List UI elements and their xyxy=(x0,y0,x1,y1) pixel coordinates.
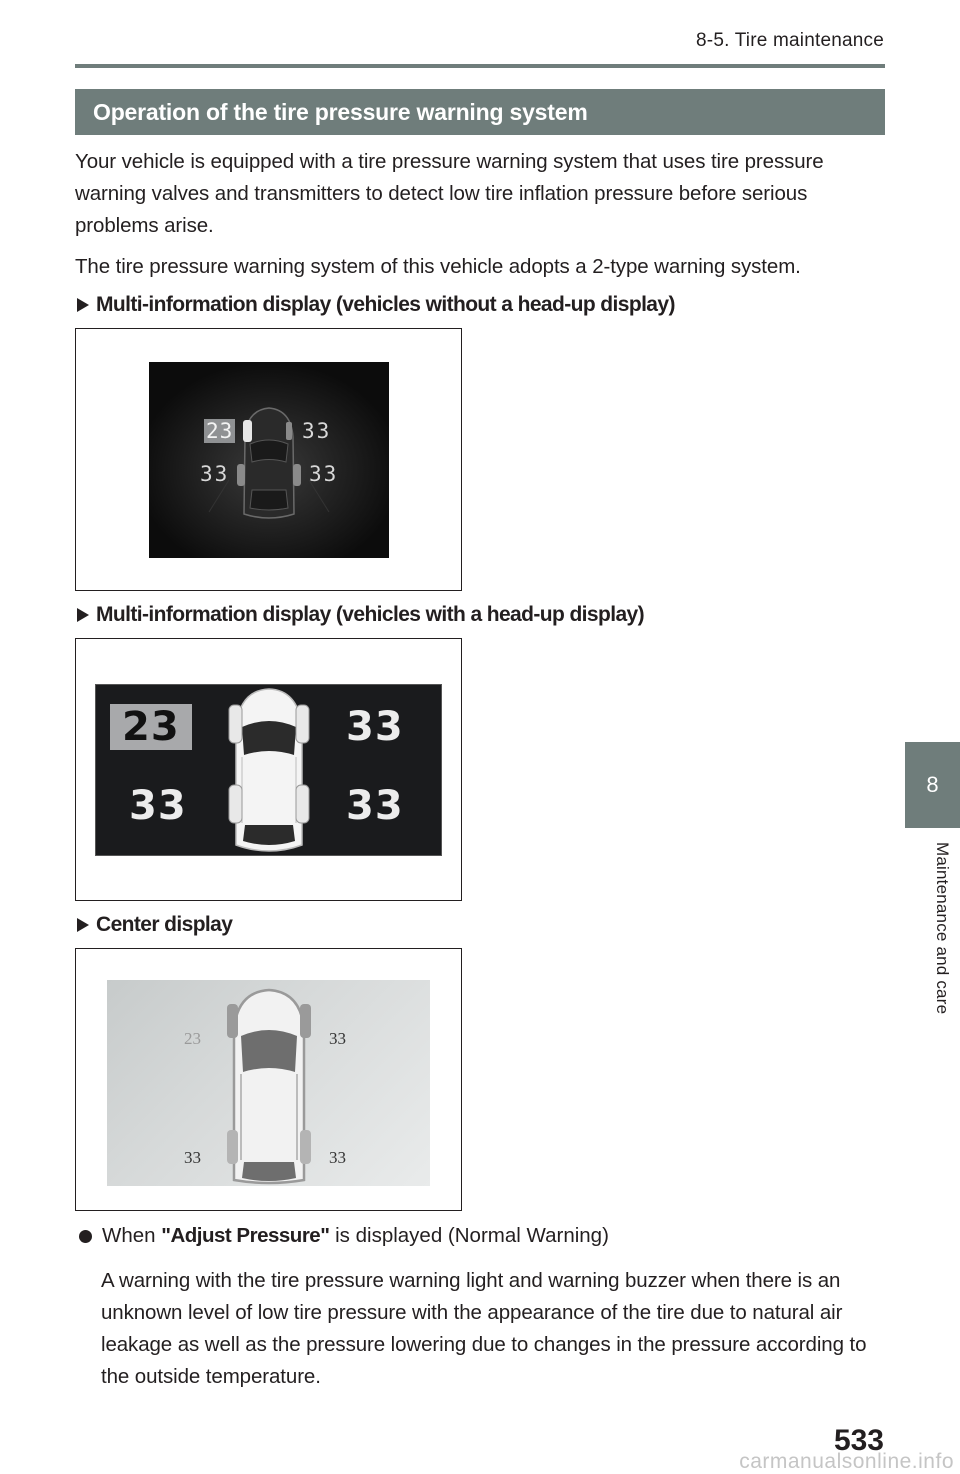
watermark: carmanualsonline.info xyxy=(739,1450,954,1473)
bullet-normal-warning xyxy=(79,1224,609,1248)
tire-front-right-value: 33 xyxy=(346,704,404,750)
intro-paragraph: Your vehicle is equipped with a tire pressure warning system that uses tire pressure warning valves and transmitters to detect low tire inflation pressure before serious problems arise. xyxy=(75,150,824,237)
tire-rear-right-value: 33 xyxy=(329,1148,346,1167)
display-heading-2-label: Multi-information display (vehicles with a head-up display) xyxy=(96,603,645,626)
tire-rear-left-value: 33 xyxy=(129,783,187,829)
bullet-prefix: When xyxy=(102,1224,162,1247)
section-title: Operation of the tire pressure warning system xyxy=(75,89,885,135)
tire-front-left-value: 23 xyxy=(110,704,192,750)
bullet-description: A warning with the tire pressure warning light and warning buzzer when there is an unknown level of low tire pressure with the appearance of the tire due to natural air leakage as well as the pressure lowering due to changes in the pressure according to the outside temperature. xyxy=(101,1269,867,1388)
car-top-view-icon xyxy=(107,980,430,1186)
triangle-bullet-icon xyxy=(77,298,89,312)
tire-rear-right-value: 33 xyxy=(309,462,339,486)
page-number: 533 xyxy=(833,1424,884,1457)
display-heading-3 xyxy=(77,913,232,937)
display-heading-1 xyxy=(77,293,675,317)
bullet-dot-icon xyxy=(79,1230,92,1243)
display-heading-2 xyxy=(77,603,644,627)
mid-screen-hud xyxy=(95,684,442,856)
tire-front-left-value: 23 xyxy=(184,1029,201,1048)
triangle-bullet-icon xyxy=(77,608,89,622)
chapter-label: Maintenance and care xyxy=(933,842,952,1015)
tire-rear-left-value: 33 xyxy=(184,1148,201,1167)
running-head: 8-5. Tire maintenance xyxy=(696,30,884,51)
display-heading-1-label: Multi-information display (vehicles without a head-up display) xyxy=(96,293,675,316)
triangle-bullet-icon xyxy=(77,918,89,932)
tire-front-right-value: 33 xyxy=(302,419,332,443)
tire-rear-left-value: 33 xyxy=(200,462,230,486)
header-rule xyxy=(75,64,885,68)
tire-rear-right-value: 33 xyxy=(346,783,404,829)
figure-mid-with-hud xyxy=(75,638,462,901)
tire-front-right-value: 33 xyxy=(329,1029,346,1048)
center-display-screen xyxy=(107,980,430,1186)
display-heading-3-label: Center display xyxy=(96,913,233,936)
figure-mid-no-hud xyxy=(75,328,462,591)
figure-center-display xyxy=(75,948,462,1211)
tire-front-left-value: 23 xyxy=(206,419,234,443)
chapter-tab: 8 xyxy=(905,742,960,828)
bullet-suffix: is displayed (Normal Warning) xyxy=(329,1224,609,1247)
mid-screen-dark xyxy=(149,362,389,558)
adopts-paragraph: The tire pressure warning system of this vehicle adopts a 2-type warning system. xyxy=(75,255,801,278)
bullet-quote: "Adjust Pressure" xyxy=(161,1224,330,1247)
car-top-view-icon xyxy=(149,362,389,558)
